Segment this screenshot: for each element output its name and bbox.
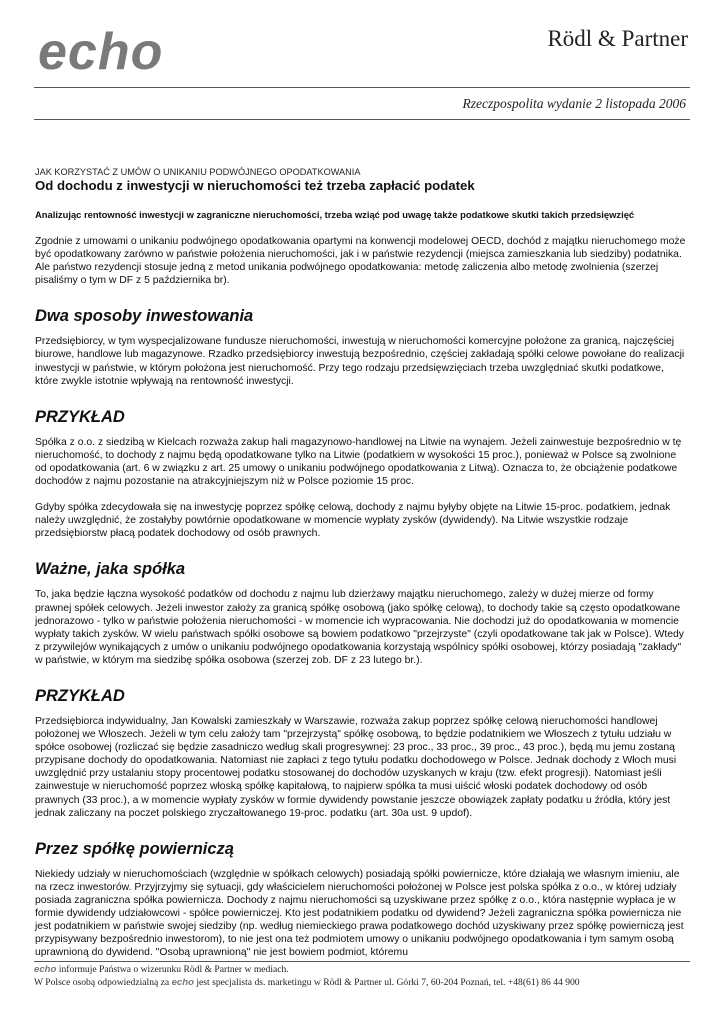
article <box>35 167 689 959</box>
section-heading: Ważne, jaka spółka <box>35 560 186 579</box>
footer-line-1 <box>34 963 580 976</box>
section-paragraph: Spółka z o.o. z siedzibą w Kielcach rozważa zakup hali magazynowo-handlowej na Litwie na wynajem. Jeżeli zainwestuje bezpośrednio w tę nieruchomość, to dochody z najmu będą opodatkowane tylko na Litwie (podatkiem w wysokości 15 proc.), ponieważ w Polsce są zwolnione od opodatkowania (art. 6 w związku z art. 25 umowy o unikaniu podwójnego opodatkowania z Litwą). Oznacza to, że obciążenie podatkowe dochodów z najmu pozostanie na atrakcyjniejszym niż w Polsce poziomie 15 proc. <box>35 436 682 488</box>
section-paragraph: Przedsiębiorcy, w tym wyspecjalizowane fundusze nieruchomości, inwestują w nieruchomości komercyjne położone za granicą, najczęściej biurowe, handlowe lub magazynowe. Rzadko przedsiębiorcy inwestują bezpośrednio, częściej zakładają spółki celowe powołane do realizacji inwestycji w państwie, w którym położona jest nieruchomość. Przy tego rodzaju przedsięwzięciach trzeba uwzględniać skutki podatkowe, które zwykle istotnie wpływają na rentowność inwestycji. <box>35 336 685 387</box>
section-paragraph: Przedsiębiorca indywidualny, Jan Kowalski zamieszkały w Warszawie, rozważa zakup poprzez spółkę celową nieruchomości handlowej położonej we Włoszech. Jeżeli w tym celu założy tam "przejrzystą" spółkę osobową, to będzie podatnikiem we Włoszech z tytułu udziału w spółce osobowej (rozliczać się będzie zasadniczo według skali progresywnej: 23 proc., 33 proc., 39 proc., 43 proc.), będą mu jemu zostaną przypisane dochody do opodatkowania. Natomiast nie zapłaci z tego tytułu podatku dochodowego w Polsce. Jednak dochody z Włoch musi uwzględnić przy ustalaniu stopy procentowej podatku stosowanej do dochodów uzyskanych w kraju (tzw. efekt progresji). Natomiast jeśli zainwestuje w nieruchomość poprzez włoską spółkę kapitałową, to najpierw spółka ta musi uiścić włoski podatek dochodowy od osób prawnych (33 proc.), a w momencie wypłaty zysków w formie dywidendy powstanie jeszcze obowiązek zapłaty podatku u źródła, który jest jednak zaliczany na poczet polskiego zryczałtowanego 19-proc. podatku (art. 30a ust. 9 updof). <box>35 715 677 819</box>
section-heading: Przez spółkę powierniczą <box>35 839 234 858</box>
section-paragraph: To, jaka będzie łączna wysokość podatków od dochodu z najmu lub dzierżawy majątku nieruchomego, zależy w dużej mierze od formy prawnej spółek celowych. Jeżeli inwestor założy za granicą spółkę osobową (jako spółkę celową), to dochody takie są często opodatkowane jednorazowo - tylko w państwie położenia nieruchomości - w momencie ich wypracowania. Nie dochodzi już do opodatkowania w momencie wypłaty takich zysków. W wielu państwach spółki osobowe są bowiem podatkowo "przejrzyste" (czyli opodatkowane tak jak w Polsce). Wtedy z przywilejów wynikających z umów o unikaniu podwójnego opodatkowania korzystają wspólnicy spółki osobowej, którzy posiadają "zakłady" w państwie, w którym ma siedzibę spółka osobowa (szerzej zob. DF z 23 lutego br.). <box>35 589 684 666</box>
header-divider <box>34 87 690 88</box>
section-heading: PRZYKŁAD <box>35 686 125 705</box>
footer-brand: echo <box>34 964 57 975</box>
article-kicker: JAK KORZYSTAĆ Z UMÓW O UNIKANIU PODWÓJNEGO OPODATKOWANIA <box>35 167 361 177</box>
footer-text: W Polsce osobą odpowiedzialną za <box>34 977 172 988</box>
footer-text: informuje Państwa o wizerunku Rödl & Partner w mediach. <box>56 964 289 975</box>
section-heading: Dwa sposoby inwestowania <box>35 307 254 326</box>
echo-logo: echo <box>38 23 164 81</box>
footer <box>34 963 580 989</box>
section-paragraph: Niekiedy udziały w nieruchomościach (względnie w spółkach celowych) posiadają spółki powiernicze, które działają we własnym imieniu, ale na rzecz inwestorów. Przyjrzyjmy się sytuacji, gdy właścicielem nieruchomości położonej w Polsce jest polska spółka z o.o., w której udziały posiada zagraniczna spółka powiernicza. Dochody z najmu nieruchomości są uzyskiwane przez spółkę z o.o., która następnie wypłaca je w formie dywidendy udziałowcowi - spółce powierniczej. Kto jest podatnikiem podatku od dywidend? Jeżeli zagraniczna spółka powiernicza nie jest podatnikiem w państwie swojej siedziby (np. według niemieckiego prawa podatkowego dochód uzyskiwany przez spółkę powierniczą jest przypisywany bezpośrednio inwestorom), to nie jest ona też podmiotem umowy o unikaniu podwójnego opodatkowania i tym samym osobą uprawnioną do dywidend. "Osobą uprawnioną" nie jest bowiem podmiot, któremu <box>35 868 684 959</box>
section-paragraph: Gdyby spółka zdecydowała się na inwestycję poprzez spółkę celową, dochody z najmu byłyby objęte na Litwie 15-proc. podatkiem, jednak należy uwzględnić, że zostałyby powtórnie opodatkowane w momencie wypłaty zysków (dywidendy). Na Litwie wszystkie rodzaje przedsiębiorstw płacą podatek dochodowy od osób prawnych. <box>35 502 671 540</box>
section-heading: PRZYKŁAD <box>35 407 125 426</box>
article-title: Od dochodu z inwestycji w nieruchomości też trzeba zapłacić podatek <box>35 178 475 193</box>
footer-divider <box>34 961 690 962</box>
footer-brand: echo <box>171 977 194 988</box>
source-divider <box>34 119 690 120</box>
brand-name: Rödl & Partner <box>547 26 688 51</box>
article-intro: Zgodnie z umowami o unikaniu podwójnego opodatkowania opartymi na konwencji modelowej OECD, dochód z majątku nieruchomego może być opodatkowany zarówno w państwie położenia nieruchomości, jak i w państwie rezydencji (miejsca zamieszkania lub siedziby) podatnika. Ale państwo rezydencji stosuje jedną z metod unikania podwójnego opodatkowania: metodę zaliczenia albo metodę zwolnienia (szerzej pisaliśmy o tym w DF z 5 października br). <box>35 236 686 287</box>
footer-line-2 <box>34 976 580 989</box>
source-line: Rzeczpospolita wydanie 2 listopada 2006 <box>462 96 686 111</box>
footer-text: jest specjalista ds. marketingu w Rödl & Partner ul. Górki 7, 60-204 Poznań, tel. +48(61) 86 44 900 <box>193 977 580 988</box>
article-lead: Analizując rentowność inwestycji w zagraniczne nieruchomości, trzeba wziąć pod uwagę także podatkowe skutki takich przedsięwzięć <box>35 209 635 220</box>
